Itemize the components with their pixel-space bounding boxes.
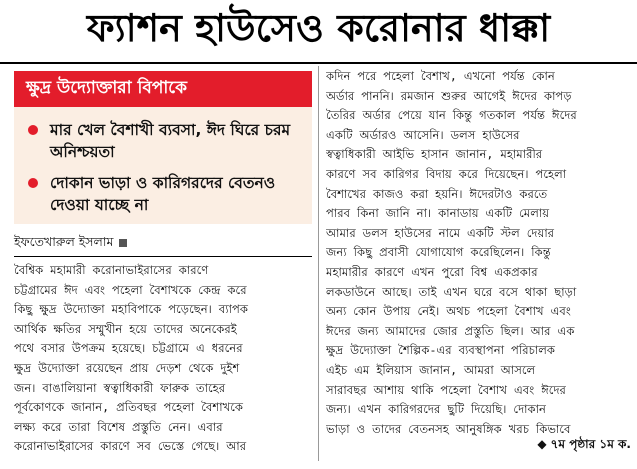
bullet-dot-icon [28,178,38,188]
article-line: তৈরির অর্ডার পেয়ে যান কিন্তু গতকাল পর্যন্ত ঈদের [326,108,577,123]
byline-square-icon [119,239,127,247]
article-line: জন। বাঙালিয়ানা স্বত্বাধিকারী ফারুক তাহের [14,380,226,395]
article-line: পারব কিনা জানি না। কানাডায় একটি মেলায় [326,206,550,221]
article-line: জন্য। এখন কারিগরদের ছুটি দিয়েছি। দোকান [326,402,546,417]
continued-label: ৭ম পৃষ্ঠার ১ম ক. [550,437,631,451]
article-line: অর্ডার পাননি। রমজান শুরুর আগেই ঈদের কাপড় [326,88,572,103]
article-line: কারণে সব কারিগর বিদায় করে দিয়েছেন। পহেলা [326,166,567,181]
article-line: সারাবছর আশায় থাকি পহেলা বৈশাখ এবং ঈদের [326,382,566,397]
article-line: ঈদের জন্য আমাদের জোর প্রস্তুতি ছিল। আর এক [326,323,575,338]
article-right-column [326,67,631,439]
article-line: লক্ষ্য করে তারা বিশেষ প্রস্তুতি নেন। এবার [14,419,223,434]
triangle-icon: ◆ [537,437,547,451]
highlight-box-title: ক্ষুদ্র উদ্যোক্তারা বিপাকে [14,71,312,107]
continued-on-page[interactable] [537,436,631,456]
article-line: ক্ষুদ্র উদ্যোক্তা রয়েছেন প্রায় দেড়শ থেকে দুইশ [14,360,240,375]
article-line: পূর্বকোণকে জানান, প্রতিবছর পহেলা বৈশাখকে [14,400,243,415]
article-line: একটি অর্ডারও আসেনি। ডলস হাউসের [326,127,520,142]
article-line: আমার ডলস হাউসের নামে একটি স্টল দেয়ার [326,225,555,240]
byline-author: ইফতেখারুল ইসলাম [14,234,114,249]
highlight-bullet-text: মার খেল বৈশাখী ব্যবসা, ঈদ ঘিরে চরম অনিশ্চয়তা [50,121,291,161]
highlight-box [14,71,312,224]
highlight-bullet-text: দোকান ভাড়া ও কারিগরদের বেতনও দেওয়া যাচ্ছে না [50,174,276,214]
headline-rule [0,62,637,64]
byline [14,234,127,254]
column-divider [318,66,319,461]
article-line: কদিন পরে পহেলা বৈশাখ, এখনো পর্যন্ত কোন [326,69,555,83]
article-line: মহামারীর কারণে এখন পুরো বিশ্ব একপ্রকার [326,264,538,279]
headline-text: ফ্যাশন হাউসেও করোনার ধাক্কা [86,6,551,50]
article-line: লকডাউনে আছে। তাই এখন ঘরে বসে থাকা ছাড়া [326,284,577,299]
article-line: আর্থিক ক্ষতির সম্মুখীন হয়ে তাদের অনেকেরই [14,321,237,336]
article-left-column [14,261,312,457]
highlight-bullet [28,119,308,163]
bullet-dot-icon [28,125,38,135]
highlight-bullet [28,172,308,216]
byline-rule [14,256,312,257]
article-line: পথে বসার উপক্রম হয়েছে। চট্টগ্রামে এ ধরনের [14,341,243,356]
article-line: করোনাভাইরাসের কারণে সব ভেস্তে গেছে। আর [14,439,247,454]
article-line: স্বত্বাধিকারী আইভি হাসান জানান, মহামারীর [326,147,543,162]
article-line: ক্ষুদ্র উদ্যোক্তা শৈল্পিক-এর ব্যবস্থাপনা পরিচালক [326,343,555,358]
article-line: বৈশ্বিক মহামারী করোনাভাইরাসের কারণে [14,263,209,277]
article-line: ভাড়া ও তাদের বেতনসহ আনুষঙ্গিক খরচ কিভাবে [326,421,571,436]
article-line: এইচ এম ইলিয়াস জানান, আমরা আসলে [326,362,536,377]
article-line: কিছু ক্ষুদ্র উদ্যোক্তা মহাবিপাকে পড়েছেন। ব্যাপক [14,302,248,317]
article-line: অন্য কোন উপায় নেই। অথচ পহেলা বৈশাখ এবং [326,304,571,319]
article-line: বৈশাখের কাজও করা হয়নি। ঈদেরটাও করতে [326,186,548,201]
article-line: চট্টগ্রামের ঈদ এবং পহেলা বৈশাখকে কেন্দ্র করে [14,282,247,297]
article-line: জন্য কিছু প্রবাসী যোগাযোগ করেছিলেন। কিন্তু [326,245,551,260]
headline [0,0,637,62]
